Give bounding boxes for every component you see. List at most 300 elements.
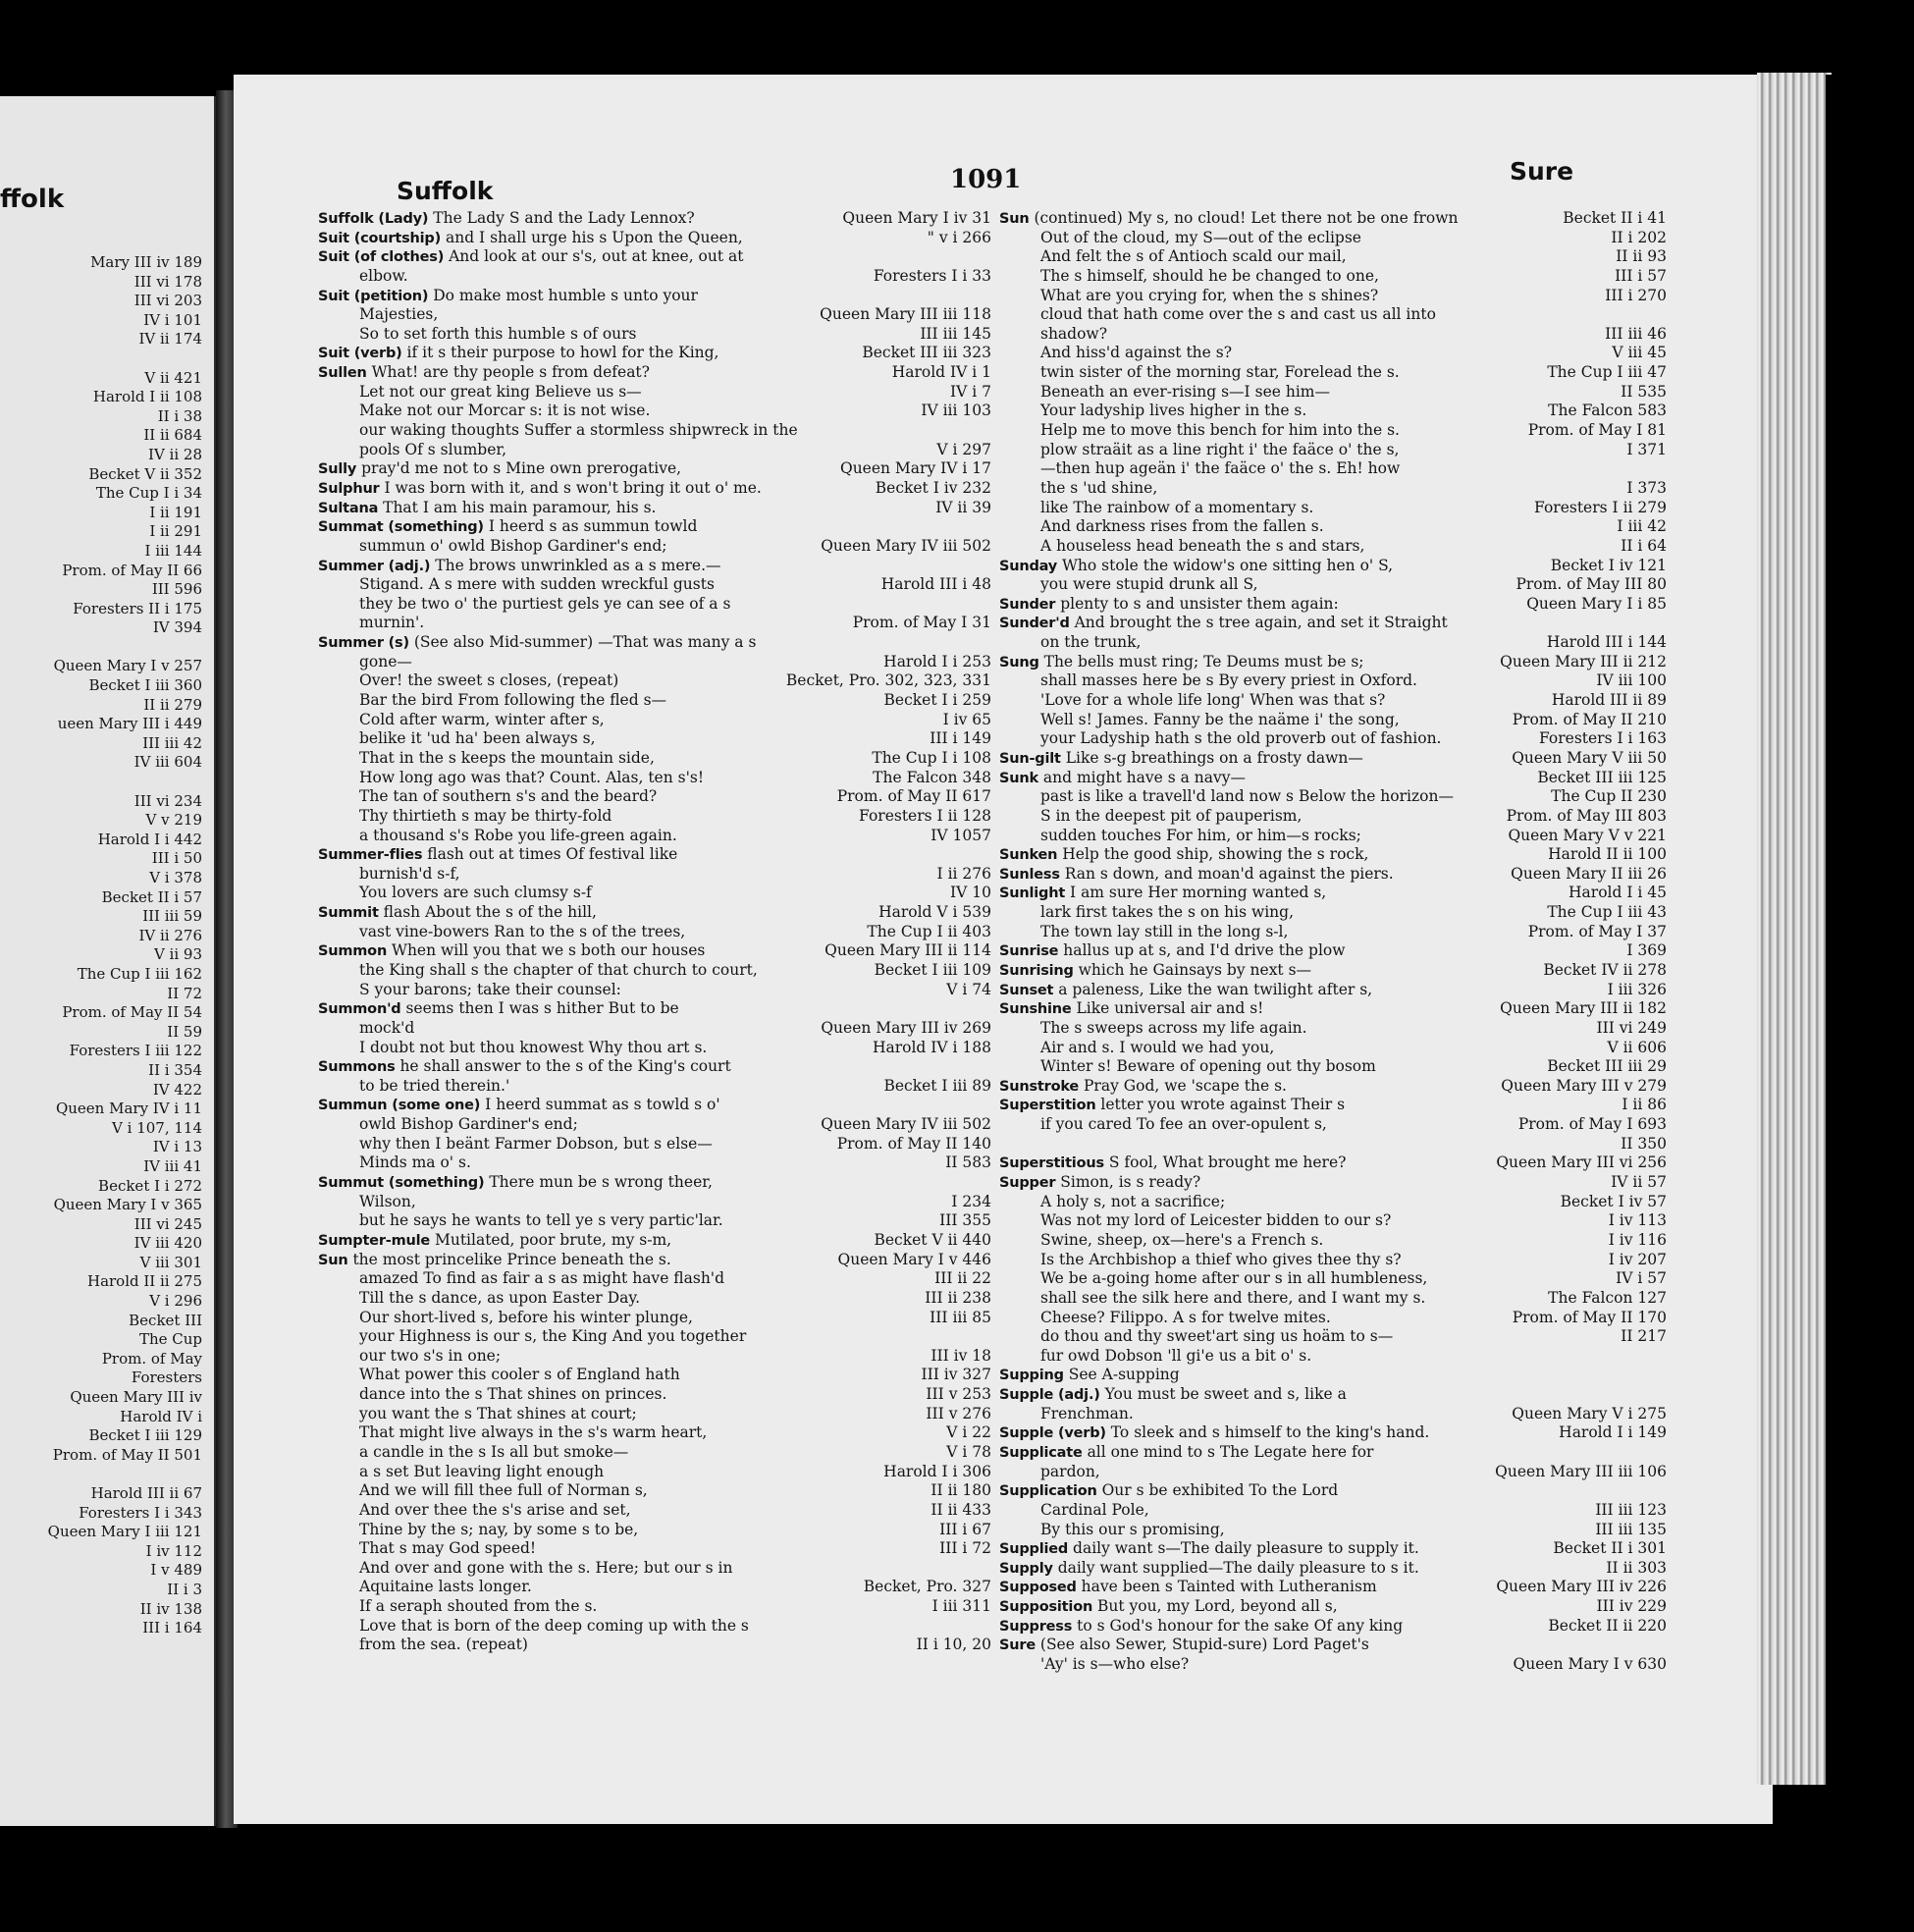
quotation-line bbox=[999, 1327, 1667, 1347]
quotation-text: The Lady S and the Lady Lennox? bbox=[433, 209, 695, 227]
reference: " v i 266 bbox=[927, 228, 991, 246]
left-page-line: II 59 bbox=[167, 1022, 202, 1041]
left-page-line: Prom. of May II 66 bbox=[62, 561, 202, 579]
quotation-line bbox=[318, 1617, 991, 1637]
reference: Queen Mary III ii 182 bbox=[1500, 999, 1667, 1018]
quotation-line bbox=[318, 1539, 991, 1559]
headword-entry bbox=[318, 633, 991, 653]
reference: III 355 bbox=[939, 1211, 991, 1230]
left-page-line: Queen Mary IV i 11 bbox=[55, 1100, 202, 1118]
quotation-text: he shall answer to the s of the King's court bbox=[399, 1057, 731, 1076]
headword-entry bbox=[999, 1578, 1667, 1597]
quotation-line bbox=[999, 325, 1667, 345]
headword: Superstition bbox=[999, 1098, 1096, 1114]
quotation-text: Majesties, bbox=[359, 305, 439, 324]
quotation-text: a paleness, Like the wan twilight after s, bbox=[1058, 980, 1373, 998]
headword-entry bbox=[999, 961, 1667, 981]
left-page-line: I iv 112 bbox=[145, 1541, 202, 1560]
headword-entry bbox=[999, 1366, 1667, 1385]
quotation-text: a s set But leaving light enough bbox=[359, 1462, 605, 1480]
quotation-text: shall see the silk here and there, and I want my s. bbox=[1040, 1288, 1426, 1307]
quotation-line bbox=[999, 247, 1667, 267]
left-page-line: II i 3 bbox=[167, 1580, 202, 1598]
quotation-line bbox=[318, 1193, 991, 1212]
left-page-line: Becket II i 57 bbox=[101, 887, 202, 906]
reference: Becket III iii 323 bbox=[862, 344, 991, 362]
quotation-text: from the sea. (repeat) bbox=[359, 1636, 528, 1654]
quotation-text: Minds ma o' s. bbox=[359, 1154, 471, 1172]
headword: Summun (some one) bbox=[318, 1098, 481, 1114]
headword-entry bbox=[999, 1077, 1667, 1097]
quotation-text: I doubt not but thou knowest Why thou art s. bbox=[359, 1038, 708, 1056]
quotation-line bbox=[999, 459, 1667, 479]
reference: II 535 bbox=[1621, 382, 1667, 401]
reference: IV i 7 bbox=[950, 382, 991, 401]
quotation-text: You must be sweet and s, like a bbox=[1104, 1385, 1347, 1404]
quotation-line bbox=[318, 653, 991, 672]
quotation-line bbox=[318, 1019, 991, 1039]
quotation-text: the s 'ud shine, bbox=[1040, 478, 1158, 497]
left-page-line: I v 489 bbox=[150, 1561, 202, 1580]
reference: III iii 46 bbox=[1605, 324, 1667, 343]
quotation-line bbox=[318, 325, 991, 345]
reference: III vi 249 bbox=[1596, 1018, 1667, 1037]
reference: I iii 311 bbox=[931, 1597, 991, 1616]
quotation-text: And brought the s tree again, and set it Straight bbox=[1074, 614, 1448, 632]
concordance-column-left bbox=[318, 209, 991, 1655]
reference: Harold II ii 100 bbox=[1548, 845, 1667, 864]
quotation-text: and might have s a navy— bbox=[1042, 768, 1247, 786]
reference: The Cup II 230 bbox=[1551, 787, 1667, 806]
quotation-text: sudden touches For him, or him—s rocks; bbox=[1040, 826, 1361, 844]
headword: Sunrising bbox=[999, 962, 1074, 979]
left-page-line: The Cup I iii 162 bbox=[77, 964, 202, 983]
reference: Queen Mary I v 630 bbox=[1513, 1655, 1667, 1674]
quotation-text: flash About the s of the hill, bbox=[383, 903, 597, 922]
quotation-text: belike it 'ud ha' been always s, bbox=[359, 729, 596, 748]
reference: Harold III ii 89 bbox=[1551, 691, 1667, 710]
quotation-line bbox=[999, 1655, 1667, 1675]
quotation-text: See A-supping bbox=[1068, 1366, 1180, 1384]
quotation-text: Bar the bird From following the fled s— bbox=[359, 691, 667, 710]
left-page-line: V v 219 bbox=[145, 811, 202, 830]
quotation-text: fur owd Dobson 'll gi'e us a bit o' s. bbox=[1040, 1346, 1312, 1365]
headword: Suit (petition) bbox=[318, 288, 429, 304]
quotation-line bbox=[318, 1269, 991, 1289]
quotation-text: How long ago was that? Count. Alas, ten s's! bbox=[359, 768, 705, 786]
left-page-line bbox=[0, 773, 202, 792]
quotation-text: plow straäit as a line right i' the faäce o' the s, bbox=[1040, 440, 1400, 458]
quotation-text: if it s their purpose to howl for the King, bbox=[406, 344, 719, 362]
quotation-line bbox=[999, 903, 1667, 923]
quotation-text: elbow. bbox=[359, 266, 408, 285]
reference: V i 78 bbox=[946, 1443, 991, 1461]
reference: V ii 606 bbox=[1607, 1038, 1667, 1056]
headword: Sunder'd bbox=[999, 616, 1070, 632]
headword-entry bbox=[318, 999, 991, 1019]
left-page-running-head: ffolk bbox=[0, 185, 65, 214]
reference: III ii 22 bbox=[934, 1269, 991, 1288]
quotation-text: gone— bbox=[359, 652, 412, 671]
quotation-text: a thousand s's Robe you life-green again. bbox=[359, 826, 677, 844]
quotation-line bbox=[318, 1039, 991, 1058]
reference: III iii 135 bbox=[1595, 1520, 1667, 1538]
reference: V i 297 bbox=[936, 440, 991, 458]
reference: I iii 42 bbox=[1617, 517, 1667, 536]
quotation-text: A holy s, not a sacrifice; bbox=[1040, 1192, 1226, 1210]
left-page-line: V ii 93 bbox=[153, 945, 202, 964]
quotation-line bbox=[318, 1347, 991, 1367]
quotation-text: owld Bishop Gardiner's end; bbox=[359, 1115, 578, 1134]
quotation-line bbox=[999, 229, 1667, 248]
quotation-text: —then hup ageän i' the faäce o' the s. Eh! how bbox=[1040, 459, 1401, 478]
reference: Prom. of May II 140 bbox=[836, 1134, 991, 1153]
quotation-text: I was born with it, and s won't bring it out o' me. bbox=[384, 478, 762, 497]
reference: I 373 bbox=[1626, 478, 1667, 497]
reference: Queen Mary III iii 118 bbox=[820, 305, 991, 324]
quotation-text: pools Of s slumber, bbox=[359, 440, 506, 458]
headword: Supposition bbox=[999, 1599, 1093, 1616]
left-page-line: ueen Mary III i 449 bbox=[57, 715, 202, 733]
quotation-text: And over thee the s's arise and set, bbox=[359, 1500, 631, 1519]
reference: I 371 bbox=[1626, 440, 1667, 458]
quotation-text: shadow? bbox=[1040, 324, 1108, 343]
headword-entry bbox=[318, 344, 991, 363]
reference: Queen Mary I iv 31 bbox=[842, 209, 991, 227]
reference: Prom. of May II 170 bbox=[1512, 1308, 1667, 1326]
quotation-line bbox=[999, 1521, 1667, 1540]
headword-entry bbox=[318, 845, 991, 865]
quotation-line bbox=[318, 1135, 991, 1154]
quotation-text: your Ladyship hath s the old proverb out of fashion. bbox=[1040, 729, 1442, 748]
quotation-text: Simon, is s ready? bbox=[1060, 1173, 1201, 1192]
reference: Becket III iii 125 bbox=[1537, 768, 1667, 786]
quotation-text: vast vine-bowers Ran to the s of the trees, bbox=[359, 922, 686, 940]
quotation-line bbox=[318, 402, 991, 421]
quotation-line bbox=[318, 1463, 991, 1482]
quotation-text: Stigand. A s mere with sudden wreckful gusts bbox=[359, 575, 715, 594]
headword: Sulphur bbox=[318, 480, 380, 497]
quotation-text: The brows unwrinkled as a s mere.— bbox=[435, 556, 721, 574]
left-page-line: II ii 279 bbox=[143, 695, 202, 714]
reference: III iii 85 bbox=[930, 1308, 991, 1326]
quotation-text: I am sure Her morning wanted s, bbox=[1070, 884, 1327, 902]
reference: Prom. of May III 803 bbox=[1506, 806, 1667, 825]
left-page-column bbox=[0, 253, 202, 1638]
reference: Becket I i 259 bbox=[883, 691, 991, 710]
reference: Becket I iii 109 bbox=[874, 960, 991, 979]
reference: Harold IV i 1 bbox=[891, 363, 991, 382]
headword-entry bbox=[999, 1559, 1667, 1579]
reference: II i 64 bbox=[1621, 536, 1667, 555]
quotation-line bbox=[999, 671, 1667, 691]
quotation-text: And look at our s's, out at knee, out at bbox=[449, 247, 744, 266]
quotation-text: That in the s keeps the mountain side, bbox=[359, 748, 655, 767]
headword: Supper bbox=[999, 1175, 1056, 1192]
quotation-text: Thine by the s; nay, by some s to be, bbox=[359, 1520, 639, 1538]
headword-entry bbox=[318, 209, 991, 229]
quotation-line bbox=[318, 671, 991, 691]
headword: Summer (adj.) bbox=[318, 558, 431, 574]
left-page-line: Foresters bbox=[131, 1368, 202, 1387]
headword-entry bbox=[318, 287, 991, 306]
headword: Supplicate bbox=[999, 1445, 1083, 1461]
reference: II ii 180 bbox=[930, 1481, 991, 1500]
quotation-text: 'Love for a whole life long' When was that s? bbox=[1040, 691, 1386, 710]
quotation-line bbox=[318, 595, 991, 615]
quotation-text: flash out at times Of festival like bbox=[427, 845, 678, 864]
headword: Supply bbox=[999, 1560, 1053, 1577]
quotation-line bbox=[999, 1019, 1667, 1039]
headword: Sultana bbox=[318, 500, 379, 516]
headword: Sunday bbox=[999, 558, 1058, 574]
left-page-line: Harold I ii 108 bbox=[92, 388, 202, 406]
quotation-text: to s God's honour for the sake Of any king bbox=[1077, 1616, 1404, 1635]
headword: Supple (adj.) bbox=[999, 1387, 1100, 1404]
quotation-text: Pray God, we 'scape the s. bbox=[1084, 1076, 1287, 1095]
headword: Suit (of clothes) bbox=[318, 249, 445, 266]
quotation-text: if you cared To fee an over-opulent s, bbox=[1040, 1115, 1327, 1134]
headword-entry bbox=[318, 557, 991, 576]
quotation-text: summun o' owld Bishop Gardiner's end; bbox=[359, 536, 667, 555]
background-shadow bbox=[1826, 75, 1914, 1802]
left-page-line: Harold I i 442 bbox=[97, 830, 202, 848]
quotation-text: dance into the s That shines on princes. bbox=[359, 1385, 667, 1404]
headword-entry bbox=[318, 363, 991, 383]
left-page-line: Prom. of May II 54 bbox=[62, 1003, 202, 1022]
quotation-text: To sleek and s himself to the king's hand. bbox=[1110, 1423, 1430, 1442]
headword-entry bbox=[999, 1096, 1667, 1115]
quotation-text: pardon, bbox=[1040, 1462, 1100, 1480]
headword: Sumpter-mule bbox=[318, 1232, 431, 1249]
quotation-line bbox=[318, 1366, 991, 1385]
quotation-line bbox=[999, 517, 1667, 537]
quotation-text: And over and gone with the s. Here; but our s in bbox=[359, 1558, 733, 1577]
quotation-line bbox=[999, 575, 1667, 595]
quotation-line bbox=[999, 1347, 1667, 1367]
reference: Harold III i 48 bbox=[880, 575, 991, 594]
quotation-text: That s may God speed! bbox=[359, 1539, 537, 1558]
left-page-line: III i 164 bbox=[142, 1619, 202, 1637]
quotation-line bbox=[999, 1135, 1667, 1154]
quotation-text: Cardinal Pole, bbox=[1040, 1500, 1149, 1519]
reference: IV iii 103 bbox=[921, 402, 991, 420]
headword-entry bbox=[318, 1231, 991, 1251]
reference: III iii 123 bbox=[1595, 1500, 1667, 1519]
headword: Suit (courtship) bbox=[318, 230, 442, 246]
headword: Sun bbox=[999, 211, 1030, 227]
quotation-text: a candle in the s Is all but smoke— bbox=[359, 1443, 629, 1461]
reference: Queen Mary III iii 106 bbox=[1495, 1462, 1667, 1480]
reference: Foresters I i 163 bbox=[1539, 729, 1667, 748]
quotation-line bbox=[318, 1481, 991, 1501]
left-page-line: Becket I i 272 bbox=[98, 1176, 202, 1195]
headword-entry bbox=[999, 1443, 1667, 1463]
reference: Queen Mary IV iii 502 bbox=[821, 1115, 991, 1134]
quotation-text: lark first takes the s on his wing, bbox=[1040, 903, 1295, 922]
headword: Sullen bbox=[318, 365, 367, 382]
left-page-line: I ii 191 bbox=[149, 503, 202, 521]
headword-entry bbox=[999, 653, 1667, 672]
quotation-text: Over! the sweet s closes, (repeat) bbox=[359, 671, 619, 690]
quotation-text: Like universal air and s! bbox=[1076, 999, 1264, 1018]
reference: II i 10, 20 bbox=[916, 1636, 991, 1654]
quotation-text: Is the Archbishop a thief who gives thee thy s? bbox=[1040, 1250, 1402, 1268]
headword: Sun bbox=[318, 1252, 348, 1268]
quotation-line bbox=[318, 441, 991, 460]
reference: I iv 207 bbox=[1608, 1250, 1667, 1268]
reference: Queen Mary IV i 17 bbox=[839, 459, 991, 478]
reference: Harold III i 144 bbox=[1546, 633, 1667, 652]
quotation-line bbox=[318, 1115, 991, 1135]
headword-entry bbox=[999, 941, 1667, 961]
left-page-line: I iii 144 bbox=[144, 541, 202, 560]
reference: Prom. of May I 37 bbox=[1527, 922, 1667, 940]
quotation-text: 'Ay' is s—who else? bbox=[1040, 1655, 1190, 1674]
headword: Summut (something) bbox=[318, 1175, 485, 1192]
left-page-line: IV ii 174 bbox=[138, 330, 202, 349]
reference: The Cup I i 108 bbox=[872, 748, 991, 767]
quotation-text: Thy thirtieth s may be thirty-fold bbox=[359, 806, 612, 825]
left-page-line: V ii 421 bbox=[144, 368, 202, 387]
quotation-text: That I am his main paramour, his s. bbox=[383, 498, 657, 516]
reference: III iv 229 bbox=[1596, 1597, 1667, 1616]
concordance-column-right bbox=[999, 209, 1667, 1675]
headword-entry bbox=[318, 1057, 991, 1077]
quotation-text: Cheese? Filippo. A s for twelve mites. bbox=[1040, 1308, 1331, 1326]
quotation-text: Like s-g breathings on a frosty dawn— bbox=[1065, 748, 1363, 767]
left-page-line: IV iii 604 bbox=[133, 753, 202, 772]
reference: Becket, Pro. 327 bbox=[863, 1578, 991, 1596]
reference: III i 149 bbox=[930, 729, 991, 748]
quotation-text: Till the s dance, as upon Easter Day. bbox=[359, 1288, 640, 1307]
headword-entry bbox=[318, 247, 991, 267]
headword: Superstitious bbox=[999, 1155, 1104, 1172]
reference: Foresters I ii 279 bbox=[1534, 498, 1667, 516]
quotation-line bbox=[318, 691, 991, 711]
quotation-text: And felt the s of Antioch scald our mail, bbox=[1040, 247, 1347, 266]
quotation-text: Help the good ship, showing the s rock, bbox=[1062, 845, 1369, 864]
quotation-text: Let not our great king Believe us s— bbox=[359, 382, 642, 401]
reference: III i 270 bbox=[1605, 286, 1667, 304]
quotation-text: burnish'd s-f, bbox=[359, 864, 460, 883]
reference: Prom. of May II 210 bbox=[1512, 710, 1667, 728]
quotation-line bbox=[318, 787, 991, 807]
reference: Queen Mary III iv 269 bbox=[821, 1018, 991, 1037]
quotation-line bbox=[999, 1039, 1667, 1058]
headword-entry bbox=[318, 903, 991, 923]
quotation-text: There mun be s wrong theer, bbox=[489, 1173, 713, 1192]
reference: V i 22 bbox=[946, 1423, 991, 1442]
quotation-line bbox=[318, 1578, 991, 1597]
quotation-text: What! are thy people s from defeat? bbox=[371, 363, 650, 382]
reference: Harold I i 45 bbox=[1568, 884, 1667, 902]
quotation-text: Out of the cloud, my S—out of the eclipse bbox=[1040, 228, 1361, 246]
quotation-line bbox=[318, 575, 991, 595]
left-page-line: Mary III iv 189 bbox=[90, 253, 202, 271]
quotation-text: letter you wrote against Their s bbox=[1100, 1096, 1346, 1114]
left-page-line: Foresters I iii 122 bbox=[69, 1042, 202, 1060]
quotation-line bbox=[318, 827, 991, 846]
left-page-line: IV 422 bbox=[152, 1080, 202, 1099]
reference: I iv 116 bbox=[1608, 1230, 1667, 1249]
left-page-line bbox=[0, 349, 202, 369]
quotation-line bbox=[999, 383, 1667, 402]
reference: IV ii 39 bbox=[935, 498, 991, 516]
quotation-line bbox=[999, 729, 1667, 749]
left-page-line: III iii 59 bbox=[142, 907, 202, 926]
quotation-text: And darkness rises from the fallen s. bbox=[1040, 517, 1324, 536]
quotation-text: Do make most humble s unto your bbox=[433, 286, 698, 304]
reference: III v 276 bbox=[926, 1404, 991, 1422]
reference: Harold I i 253 bbox=[883, 652, 991, 671]
quotation-text: have been s Tainted with Lutheranism bbox=[1081, 1578, 1377, 1596]
quotation-text: on the trunk, bbox=[1040, 633, 1142, 652]
quotation-text: like The rainbow of a momentary s. bbox=[1040, 498, 1314, 516]
reference: III i 57 bbox=[1615, 266, 1667, 285]
headword-entry bbox=[318, 941, 991, 961]
reference: II 583 bbox=[945, 1154, 991, 1172]
quotation-line bbox=[318, 1501, 991, 1521]
quotation-line bbox=[999, 923, 1667, 942]
reference: III i 72 bbox=[939, 1539, 991, 1558]
left-page-line: II 72 bbox=[167, 984, 202, 1002]
reference: The Cup I iii 43 bbox=[1547, 903, 1667, 922]
quotation-text: What power this cooler s of England hath bbox=[359, 1366, 680, 1384]
left-page-line: Becket I iii 129 bbox=[88, 1426, 202, 1445]
quotation-text: (See also Mid-summer) —That was many a s bbox=[413, 633, 757, 652]
headword: Summat (something) bbox=[318, 519, 484, 536]
quotation-line bbox=[999, 1269, 1667, 1289]
headword: Supplication bbox=[999, 1483, 1097, 1500]
quotation-text: the King shall s the chapter of that church to court, bbox=[359, 960, 758, 979]
quotation-line bbox=[999, 344, 1667, 363]
quotation-text: But you, my Lord, beyond all s, bbox=[1097, 1597, 1338, 1616]
left-page-line: Queen Mary I iii 121 bbox=[47, 1523, 202, 1541]
quotation-line bbox=[999, 633, 1667, 653]
headword: Sun-gilt bbox=[999, 750, 1061, 767]
quotation-text: A houseless head beneath the s and stars, bbox=[1040, 536, 1365, 555]
left-page-line: The Cup I i 34 bbox=[95, 484, 202, 503]
quotation-text: Air and s. I would we had you, bbox=[1040, 1038, 1275, 1056]
quotation-text: shall masses here be s By every priest in Oxford. bbox=[1040, 671, 1417, 690]
quotation-text: all one mind to s The Legate here for bbox=[1087, 1443, 1374, 1461]
headword: Sunstroke bbox=[999, 1078, 1080, 1095]
left-page-line: I ii 291 bbox=[149, 522, 202, 541]
headword: Supping bbox=[999, 1368, 1064, 1384]
reference: II ii 93 bbox=[1616, 247, 1667, 266]
reference: Queen Mary III vi 256 bbox=[1496, 1154, 1667, 1172]
reference: Becket II i 41 bbox=[1563, 209, 1667, 227]
quotation-line bbox=[999, 1251, 1667, 1270]
headword-entry bbox=[318, 1173, 991, 1193]
quotation-line bbox=[999, 402, 1667, 421]
quotation-line bbox=[999, 363, 1667, 383]
quotation-line bbox=[318, 537, 991, 557]
quotation-text: The s himself, should he be changed to one, bbox=[1040, 266, 1379, 285]
quotation-line bbox=[318, 1327, 991, 1347]
left-page-line: II i 38 bbox=[157, 406, 202, 425]
headword-entry bbox=[999, 1636, 1667, 1655]
headword: Summon'd bbox=[318, 1001, 401, 1018]
headword: Supposed bbox=[999, 1580, 1077, 1596]
quotation-text: past is like a travell'd land now s Below the horizon— bbox=[1040, 787, 1454, 806]
headword-entry bbox=[318, 1251, 991, 1270]
left-page-line bbox=[0, 1465, 202, 1484]
quotation-text: Our short-lived s, before his winter plunge, bbox=[359, 1308, 693, 1326]
reference: III i 67 bbox=[939, 1520, 991, 1538]
headword: Suffolk (Lady) bbox=[318, 211, 429, 227]
